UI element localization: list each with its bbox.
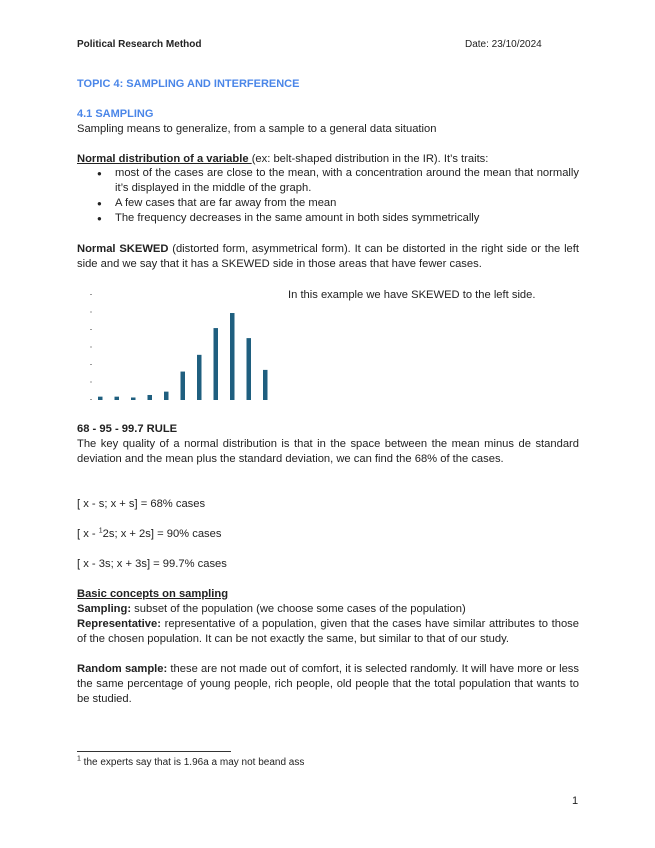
rule-line-68: [ x - s; x + s] = 68% cases	[77, 498, 206, 510]
chart-bar-2	[115, 397, 120, 400]
concept-representative-label: Representative:	[77, 618, 161, 630]
list-item: ● most of the cases are close to the mean, with a concentration around the mean that normally it’s displayed in the middle of the graph.	[97, 166, 579, 196]
skewed-distribution-chart	[88, 286, 278, 406]
rule-line-90-start: [ x -	[77, 528, 99, 540]
document-header-date: Date: 23/10/2024	[465, 39, 542, 50]
chart-bar-3	[131, 397, 136, 400]
section-title-sampling: 4.1 SAMPLING	[77, 108, 154, 120]
concept-random-label: Random sample:	[77, 663, 168, 675]
normal-distribution-heading: Normal distribution of a variable	[77, 153, 252, 165]
chart-bar-7	[197, 355, 202, 400]
chart-bar-6	[181, 372, 186, 400]
rule-title: 68 - 95 - 99.7 RULE	[77, 423, 178, 435]
traits-list	[97, 166, 579, 226]
concept-sampling-label: Sampling:	[77, 603, 132, 615]
skewed-paragraph	[77, 242, 579, 272]
concept-representative	[77, 617, 579, 647]
skewed-text: (distorted form, asymmetrical form). It can be distorted in the right side or the left side and we say that it has a SKEWED side in those areas that have fewer cases.	[77, 243, 579, 270]
chart-bar-11	[263, 370, 268, 400]
footnote-text: the experts say that is 1.96a a may not beand ass	[80, 757, 305, 768]
chart-bar-8	[214, 328, 219, 400]
chart-bar-10	[247, 338, 252, 400]
footnote-divider	[77, 751, 231, 752]
chart-bar-9	[230, 313, 235, 400]
sampling-definition: Sampling means to generalize, from a sample to a general data situation	[77, 123, 437, 135]
basic-concepts-heading: Basic concepts on sampling	[77, 588, 229, 600]
chart-bar-4	[148, 395, 153, 400]
footnote	[77, 757, 304, 768]
list-item: ● A few cases that are far away from the mean	[97, 196, 579, 211]
concept-sampling	[77, 602, 579, 617]
chart-bar-5	[164, 392, 169, 400]
rule-line-90	[77, 527, 221, 542]
concept-random-sample	[77, 662, 579, 707]
y-axis-tick	[90, 382, 92, 383]
skewed-heading: Normal SKEWED	[77, 243, 169, 255]
y-axis-tick	[90, 312, 92, 313]
concept-random-text: these are not made out of comfort, it is selected randomly. It will have more or less the same percentage of young people, rich people, old people that the total population that wants to be studied.	[77, 663, 579, 705]
y-axis-tick	[90, 399, 92, 400]
rule-line-997: [ x - 3s; x + 3s] = 99.7% cases	[77, 558, 227, 570]
y-axis-tick	[90, 347, 92, 348]
document-header-course: Political Research Method	[77, 39, 202, 50]
page-number: 1	[572, 795, 579, 807]
skewed-example-note: In this example we have SKEWED to the left side.	[288, 289, 536, 301]
rule-line-90-end: 2s; x + 2s] = 90% cases	[102, 528, 222, 540]
y-axis-tick	[90, 294, 92, 295]
rule-paragraph: The key quality of a normal distribution is that in the space between the mean minus de standard deviation and the mean plus the standard deviation, we can find the 68% of the cases.	[77, 438, 579, 465]
list-item: ● The frequency decreases in the same amount in both sides symmetrically	[97, 211, 579, 226]
normal-distribution-intro: (ex: belt-shaped distribution in the IR). It’s traits:	[251, 153, 489, 165]
footnote-ref[interactable]: 1	[98, 527, 103, 535]
concept-sampling-text: subset of the population (we choose some cases of the population)	[131, 603, 466, 615]
footnote-mark: 1	[77, 755, 81, 763]
y-axis-tick	[90, 364, 92, 365]
y-axis-tick	[90, 329, 92, 330]
chart-bar-1	[98, 397, 103, 400]
concept-representative-text: representative of a population, given that the cases have similar attributes to those of the chosen population. It can be not exactly the same, but similar to that of our study.	[77, 618, 579, 645]
topic-title: TOPIC 4: SAMPLING AND INTERFERENCE	[77, 78, 300, 90]
normal-distribution-paragraph	[77, 152, 579, 167]
